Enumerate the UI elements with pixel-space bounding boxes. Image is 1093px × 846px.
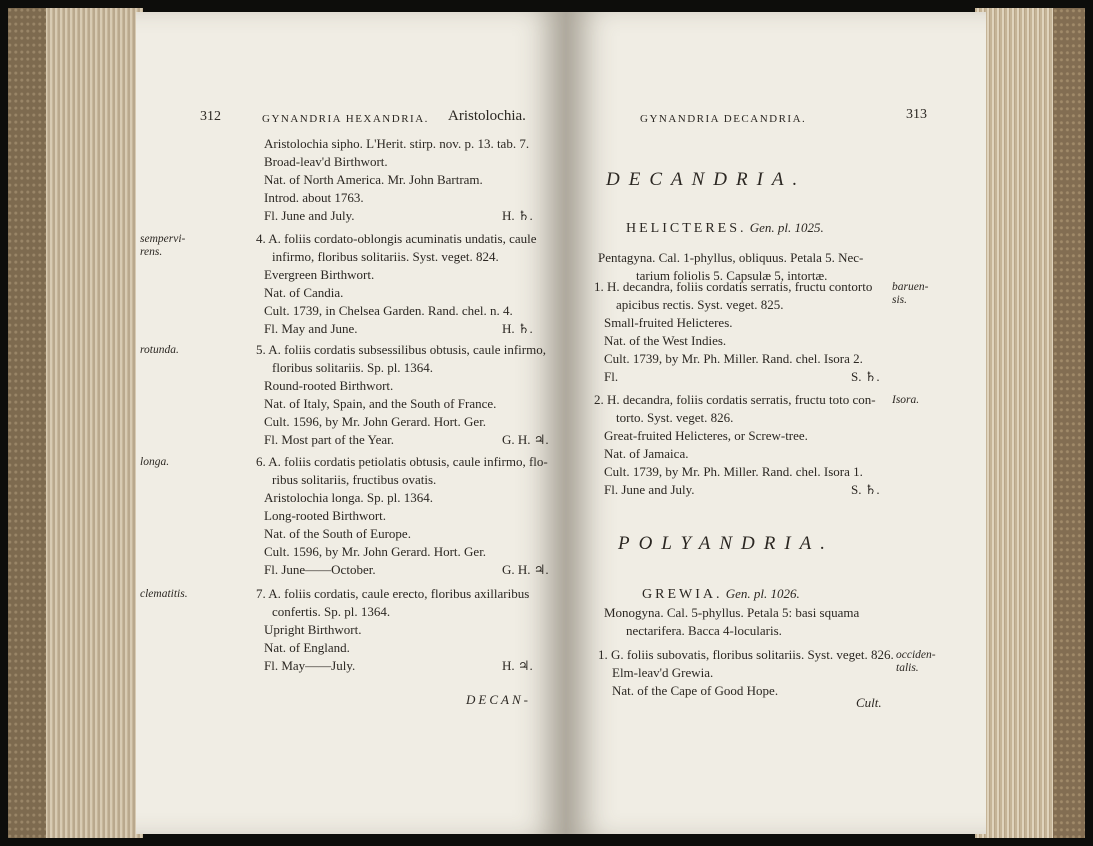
entry-line: 4. A. foliis cordato-oblongis acuminatis undatis, caule (256, 231, 537, 246)
habit-symbol: S. ♄. (851, 482, 880, 497)
entry-line: Nat. of Italy, Spain, and the South of France. (264, 396, 497, 411)
genus-heading (626, 220, 824, 237)
entry-line: Fl. May——July. (264, 658, 356, 673)
entry-line: Nat. of England. (264, 640, 350, 655)
entry-line: confertis. Sp. pl. 1364. (272, 604, 391, 619)
genus-line: tarium foliolis 5. Capsulæ 5, intortæ. (636, 268, 828, 283)
margin-note: rotunda. (140, 344, 179, 356)
genus-line: Monogyna. Cal. 5-phyllus. Petala 5: basi squama (604, 605, 860, 620)
running-head: GYNANDRIA HEXANDRIA. (262, 113, 429, 125)
entry-line: Nat. of North America. Mr. John Bartram. (264, 172, 483, 187)
left-page-edges (8, 8, 143, 838)
margin-note: sis. (892, 294, 908, 306)
page-number: 312 (200, 109, 221, 124)
right-page-edges (975, 8, 1085, 838)
entry-line: Fl. June——October. (264, 562, 376, 577)
margin-note: talis. (896, 662, 919, 674)
running-head: GYNANDRIA DECANDRIA. (640, 113, 807, 125)
entry-line: Cult. 1739, in Chelsea Garden. Rand. chel. n. 4. (264, 303, 513, 318)
entry-line: 2. H. decandra, foliis cordatis serratis, fructu toto con- (594, 392, 876, 407)
entry-line: 7. A. foliis cordatis, caule erecto, floribus axillaribus (256, 586, 530, 601)
section-heading: DECANDRIA. (606, 169, 807, 190)
entry-line: Cult. 1596, by Mr. John Gerard. Hort. Ger. (264, 544, 487, 559)
entry-line: apicibus rectis. Syst. veget. 825. (616, 297, 784, 312)
genus-name: HELICTERES. (626, 221, 747, 236)
open-book (8, 8, 1085, 838)
entry-line: 5. A. foliis cordatis subsessilibus obtusis, caule infirmo, (256, 342, 546, 357)
entry-line: ribus solitariis, fructibus ovatis. (272, 472, 437, 487)
margin-note: longa. (140, 456, 170, 468)
genus-name: GREWIA. (642, 587, 723, 602)
entry-line: Fl. June and July. (264, 208, 355, 223)
entry-line: Broad-leav'd Birthwort. (264, 154, 388, 169)
entry-line: Cult. 1739, by Mr. Ph. Miller. Rand. chel. Isora 1. (604, 464, 863, 479)
entry-line: 1. G. foliis subovatis, floribus solitariis. Syst. veget. 826. (598, 647, 894, 662)
entry-line: Fl. (604, 369, 619, 384)
genus-ref: Gen. pl. 1026. (725, 586, 800, 601)
left-page (136, 12, 566, 834)
right-page (566, 12, 986, 834)
entry-line: Upright Birthwort. (264, 622, 362, 637)
habit-symbol: H. ♄. (502, 208, 533, 223)
genus-heading (642, 586, 800, 603)
entry-line: Elm-leav'd Grewia. (612, 665, 714, 680)
entry-line: Nat. of the West Indies. (604, 333, 727, 348)
entry-line: Fl. Most part of the Year. (264, 432, 394, 447)
habit-symbol: H. ♄. (502, 321, 533, 336)
entry-line: Fl. June and July. (604, 482, 695, 497)
running-genus: Aristolochia. (448, 108, 526, 124)
entry-line: Introd. about 1763. (264, 190, 364, 205)
genus-line: nectarifera. Bacca 4-locularis. (626, 623, 782, 638)
entry-line: Great-fruited Helicteres, or Screw-tree. (604, 428, 808, 443)
entry-line: Small-fruited Helicteres. (604, 315, 733, 330)
entry-line: 6. A. foliis cordatis petiolatis obtusis, caule infirmo, flo- (256, 454, 548, 469)
entry-line: Evergreen Birthwort. (264, 267, 375, 282)
genus-line: Pentagyna. Cal. 1-phyllus, obliquus. Petala 5. Nec- (598, 250, 864, 265)
page-number: 313 (906, 107, 927, 122)
entry-line: Nat. of the South of Europe. (264, 526, 411, 541)
entry-line: Nat. of the Cape of Good Hope. (612, 683, 779, 698)
entry-line: 1. H. decandra, foliis cordatis serratis, fructu contorto (594, 279, 873, 294)
entry-line: Long-rooted Birthwort. (264, 508, 387, 523)
catchword: DECAN- (466, 692, 531, 707)
entry-line: floribus solitariis. Sp. pl. 1364. (272, 360, 434, 375)
habit-symbol: H. ♃. (502, 658, 533, 673)
entry-line: Nat. of Candia. (264, 285, 344, 300)
margin-note: occiden- (896, 649, 936, 661)
habit-symbol: G. H. ♃. (502, 432, 549, 447)
section-heading: POLYANDRIA. (618, 533, 835, 554)
entry-line: Fl. May and June. (264, 321, 358, 336)
margin-note: rens. (140, 246, 163, 258)
entry-line: Aristolochia sipho. L'Herit. stirp. nov. p. 13. tab. 7. (264, 136, 530, 151)
entry-line: Round-rooted Birthwort. (264, 378, 394, 393)
genus-ref: Gen. pl. 1025. (749, 220, 824, 235)
margin-note: sempervi- (140, 233, 186, 245)
habit-symbol: S. ♄. (851, 369, 880, 384)
margin-note: clematitis. (140, 588, 188, 600)
entry-line: infirmo, floribus solitariis. Syst. veget. 824. (272, 249, 499, 264)
entry-line: Aristolochia longa. Sp. pl. 1364. (264, 490, 433, 505)
catchword: Cult. (856, 695, 882, 710)
margin-note: Isora. (892, 394, 920, 406)
entry-line: Cult. 1596, by Mr. John Gerard. Hort. Ger. (264, 414, 487, 429)
entry-line: Cult. 1739, by Mr. Ph. Miller. Rand. chel. Isora 2. (604, 351, 863, 366)
entry-line: Nat. of Jamaica. (604, 446, 689, 461)
habit-symbol: G. H. ♃. (502, 562, 549, 577)
margin-note: baruen- (892, 281, 929, 293)
entry-line: torto. Syst. veget. 826. (616, 410, 734, 425)
